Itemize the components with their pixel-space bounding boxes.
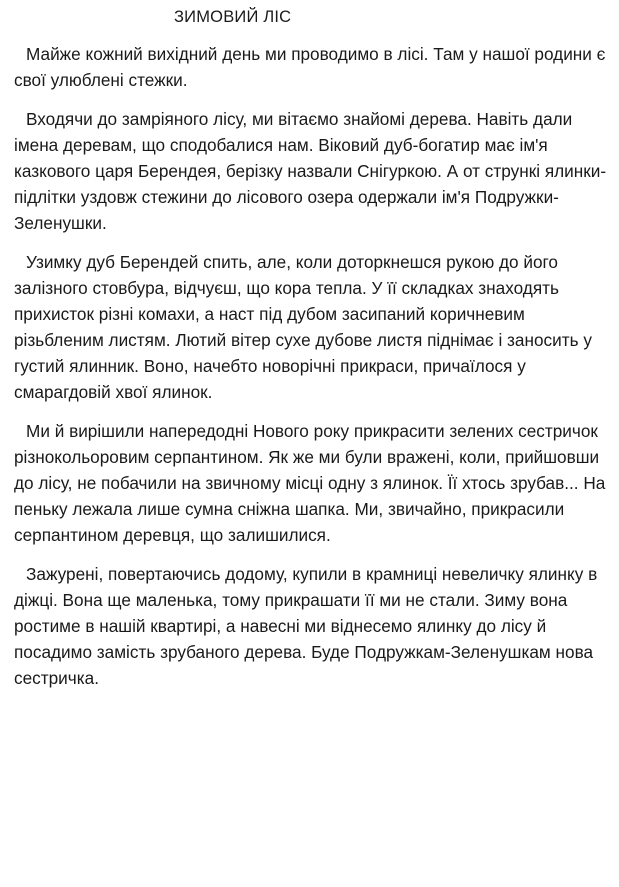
paragraph-2: Входячи до замріяного лісу, ми вітаємо знайомі дерева. Навіть дали імена деревам, що сподобалися нам. Віковий дуб-богатир має ім'я казкового царя Берендея, берізку назвали Снігуркою. А от стрункі ялинки-підлітки уздовж стежини до лісового озера одержали ім'я Подружки-Зеленушки.	[14, 109, 607, 233]
paragraph-3: Узимку дуб Берендей спить, але, коли доторкнешся рукою до його залізного стовбура, відчуєш, що кора тепла. У її складках знаходять прихисток різні комахи, а наст під дубом засипаний коричневим різьбленим листям. Лютий вітер сухе дубове листя піднімає і заносить у густий ялинник. Воно, начебто новорічні прикраси, причаїлося у смарагдовій хвої ялинок.	[14, 252, 592, 402]
paragraph-1: Майже кожний вихідний день ми проводимо в лісі. Там у нашої родини є свої улюблені стежки.	[14, 44, 606, 90]
document-title: ЗИМОВИЙ ЛІС	[174, 8, 292, 26]
paragraph-5: Зажурені, повертаючись додому, купили в крамниці невеличку ялинку в діжці. Вона ще маленька, тому прикрашати її ми не стали. Зиму вона ростиме в нашій квартирі, а навесні ми віднесемо ялинку до лісу й посадимо замість зрубаного дерева. Буде Подружкам-Зеленушкам нова сестричка.	[14, 564, 598, 688]
document-page	[14, 0, 614, 691]
paragraph-4: Ми й вирішили напередодні Нового року прикрасити зелених сестричок різнокольоровим серпантином. Як же ми були вражені, коли, прийшовши до лісу, не побачили на звичному місці одну з ялинок. Її хтось зрубав... На пеньку лежала лише сумна сніжна шапка. Ми, звичайно, прикрасили серпантином деревця, що залишилися.	[14, 421, 606, 545]
